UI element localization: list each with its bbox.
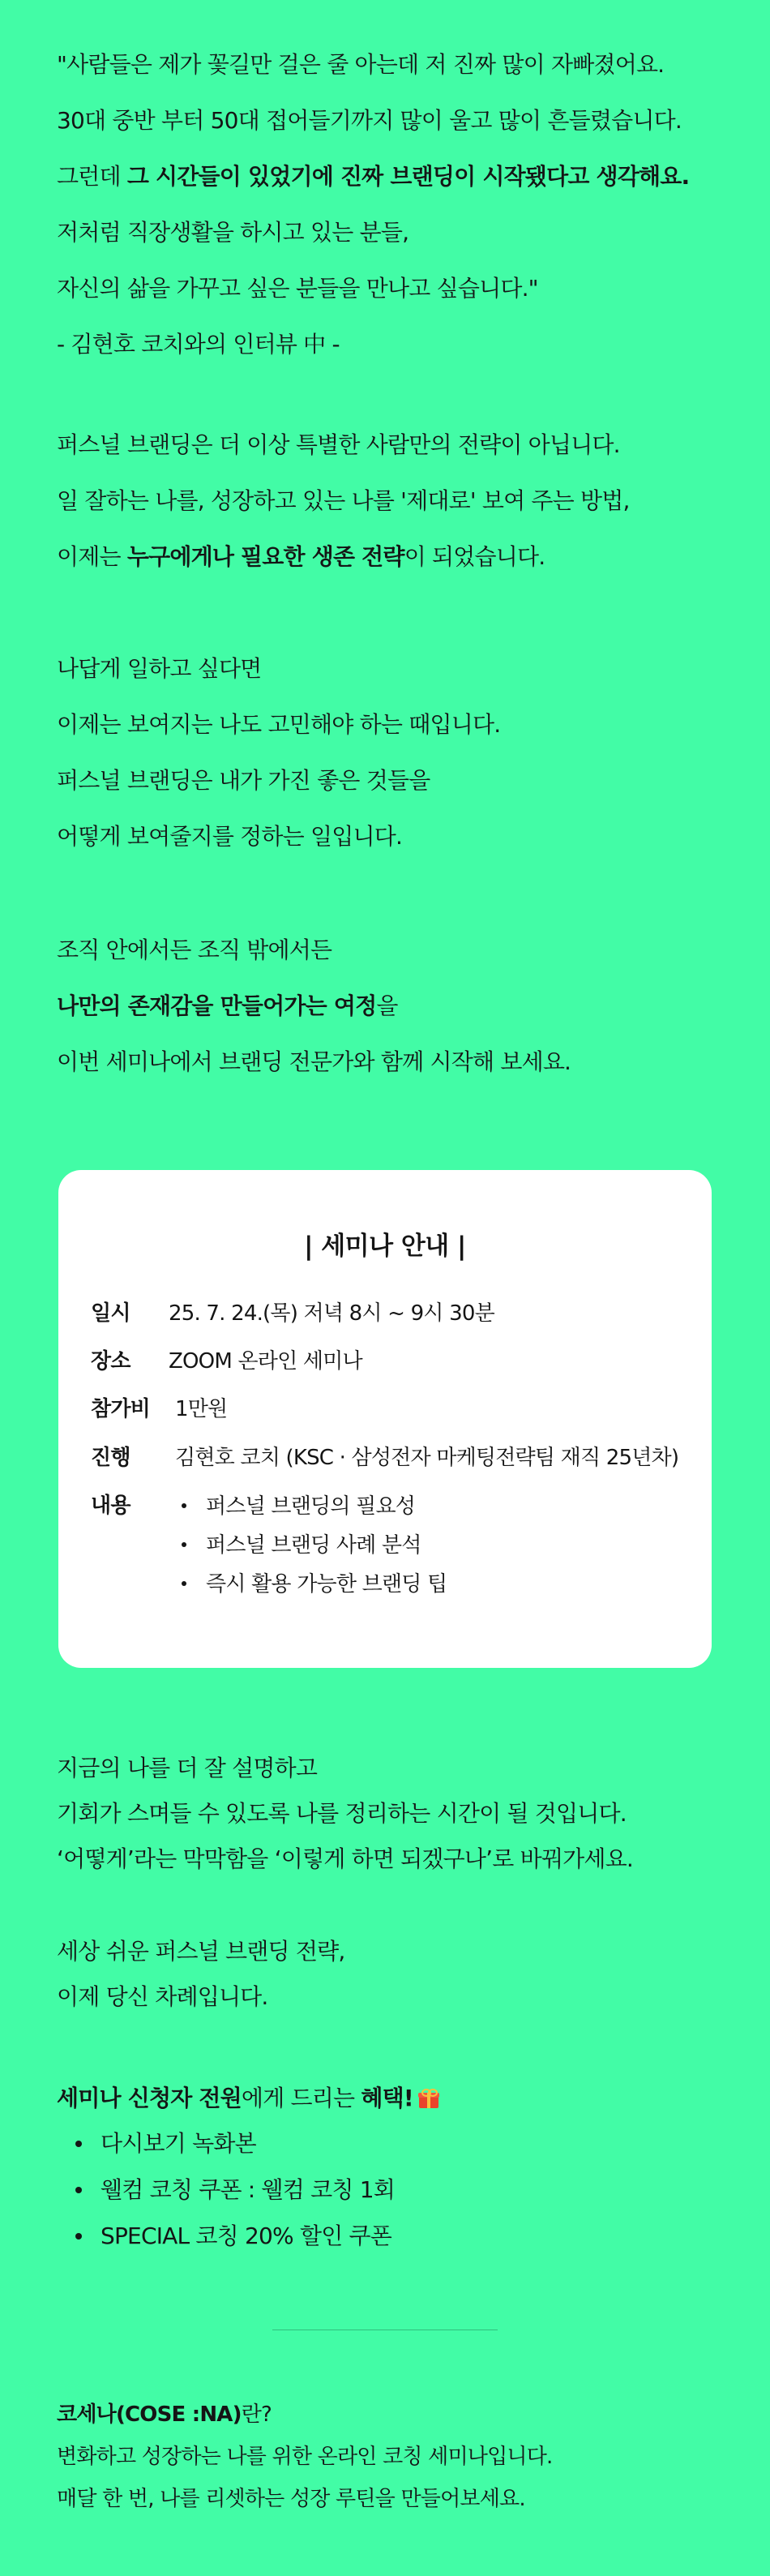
section-3-line-1: 조직 안에서든 조직 밖에서든: [57, 937, 332, 963]
closing-line-3: ‘어떻게’라는 막막함을 ‘이렇게 하면 되겠구나’로 바꿔가세요.: [57, 1845, 633, 1872]
bullet-icon: [182, 1542, 186, 1547]
seminar-card-title: | 세미나 안내 |: [304, 1232, 466, 1261]
section-2-paragraph: [57, 641, 721, 864]
section-3-line-2: 나만의 존재감을 만들어가는 여정을: [57, 992, 398, 1019]
quote-attribution: - 김현호 코치와의 인터뷰 中 -: [57, 331, 340, 358]
intro-line-1: 퍼스널 브랜딩은 더 이상 특별한 사람만의 전략이 아닙니다.: [57, 431, 620, 458]
cosena-title: 코세나(COSE :NA)란?: [57, 2402, 272, 2427]
closing-paragraph: [57, 1746, 721, 1882]
closing-line-5: 이제 당신 차례입니다.: [57, 1983, 268, 2010]
info-row-place: [91, 1348, 362, 1375]
benefits-heading: 세미나 신청자 전원에게 드리는 혜택!: [57, 2076, 721, 2121]
info-row-fee: [91, 1395, 227, 1423]
quote-line-2: 30대 중반 부터 50대 접어들기까지 많이 울고 많이 흔들렸습니다.: [57, 107, 682, 134]
gift-icon: [418, 2089, 439, 2108]
list-item: SPECIAL 코칭 20% 할인 쿠폰: [57, 2213, 395, 2259]
cosena-intro: [57, 2394, 553, 2520]
intro-paragraph: [57, 417, 721, 585]
list-item: 웰컴 코칭 쿠폰 : 웰컴 코칭 1회: [57, 2167, 395, 2213]
list-item: 퍼스널 브랜딩 사례 분석: [172, 1526, 447, 1565]
info-label: 진행: [91, 1446, 130, 1470]
quote-line-5: 자신의 삶을 가꾸고 싶은 분들을 만나고 싶습니다.": [57, 275, 538, 302]
closing-line-2: 기회가 스며들 수 있도록 나를 정리하는 시간이 될 것입니다.: [57, 1800, 627, 1827]
bullet-icon: [75, 2187, 82, 2193]
info-label: 내용: [91, 1494, 130, 1518]
intro-emphasis: 누구에게나 필요한 생존 전략: [126, 543, 404, 570]
info-label: 일시: [91, 1301, 130, 1326]
info-value: 1만원: [175, 1397, 228, 1421]
intro-line-2: 일 잘하는 나를, 성장하고 있는 나를 '제대로' 보여 주는 방법,: [57, 487, 630, 514]
list-item: 다시보기 녹화본: [57, 2120, 395, 2167]
info-row-host: [91, 1444, 678, 1472]
benefits-target: 세미나 신청자 전원: [57, 2085, 242, 2111]
list-item: 즉시 활용 가능한 브랜딩 팁: [172, 1565, 447, 1604]
info-label: 장소: [91, 1349, 130, 1374]
benefits-label: 혜택!: [361, 2085, 413, 2111]
intro-line-3: 이제는 누구에게나 필요한 생존 전략이 되었습니다.: [57, 543, 545, 570]
interview-quote: [57, 36, 721, 372]
section-2-line-3: 퍼스널 브랜딩은 내가 가진 좋은 것들을: [57, 767, 430, 794]
info-value: 김현호 코치 (KSC · 삼성전자 마케팅전략팀 재직 25년차): [175, 1446, 679, 1470]
closing-tagline: [57, 1929, 721, 2020]
quote-emphasis: 그 시간들이 있었기에 진짜 브랜딩이 시작됐다고 생각해요.: [126, 163, 690, 190]
section-3-paragraph: [57, 922, 721, 1090]
info-value: ZOOM 온라인 세미나: [169, 1349, 362, 1374]
benefits-list: [57, 2120, 395, 2259]
closing-line-4: 세상 쉬운 퍼스널 브랜딩 전략,: [57, 1938, 345, 1965]
quote-line-4: 저처럼 직장생활을 하시고 있는 분들,: [57, 219, 409, 246]
bullet-icon: [182, 1581, 186, 1586]
seminar-content-list: [172, 1487, 447, 1604]
list-item: 퍼스널 브랜딩의 필요성: [172, 1487, 447, 1526]
section-2-line-1: 나답게 일하고 싶다면: [57, 655, 262, 682]
section-2-line-2: 이제는 보여지는 나도 고민해야 하는 때입니다.: [57, 711, 501, 738]
info-value: 25. 7. 24.(목) 저녁 8시 ~ 9시 30분: [169, 1301, 494, 1326]
bullet-icon: [182, 1503, 186, 1508]
section-2-line-4: 어떻게 보여줄지를 정하는 일입니다.: [57, 823, 403, 850]
section-3-emphasis: 나만의 존재감을 만들어가는 여정: [57, 992, 377, 1019]
bullet-icon: [75, 2141, 82, 2147]
info-row-content: [91, 1492, 169, 1519]
cosena-line-2: 매달 한 번, 나를 리셋하는 성장 루틴을 만들어보세요.: [57, 2487, 525, 2511]
cosena-line-1: 변화하고 성장하는 나를 위한 온라인 코칭 세미나입니다.: [57, 2445, 553, 2469]
info-row-date: [91, 1300, 494, 1327]
bullet-icon: [75, 2233, 82, 2240]
section-3-line-3: 이번 세미나에서 브랜딩 전문가와 함께 시작해 보세요.: [57, 1048, 571, 1075]
quote-line-3: 그런데 그 시간들이 있었기에 진짜 브랜딩이 시작됐다고 생각해요.: [57, 163, 690, 190]
info-label: 참가비: [91, 1397, 150, 1421]
quote-line-1: "사람들은 제가 꽃길만 걸은 줄 아는데 저 진짜 많이 자빠졌어요.: [57, 51, 665, 78]
closing-line-1: 지금의 나를 더 잘 설명하고: [57, 1755, 318, 1781]
